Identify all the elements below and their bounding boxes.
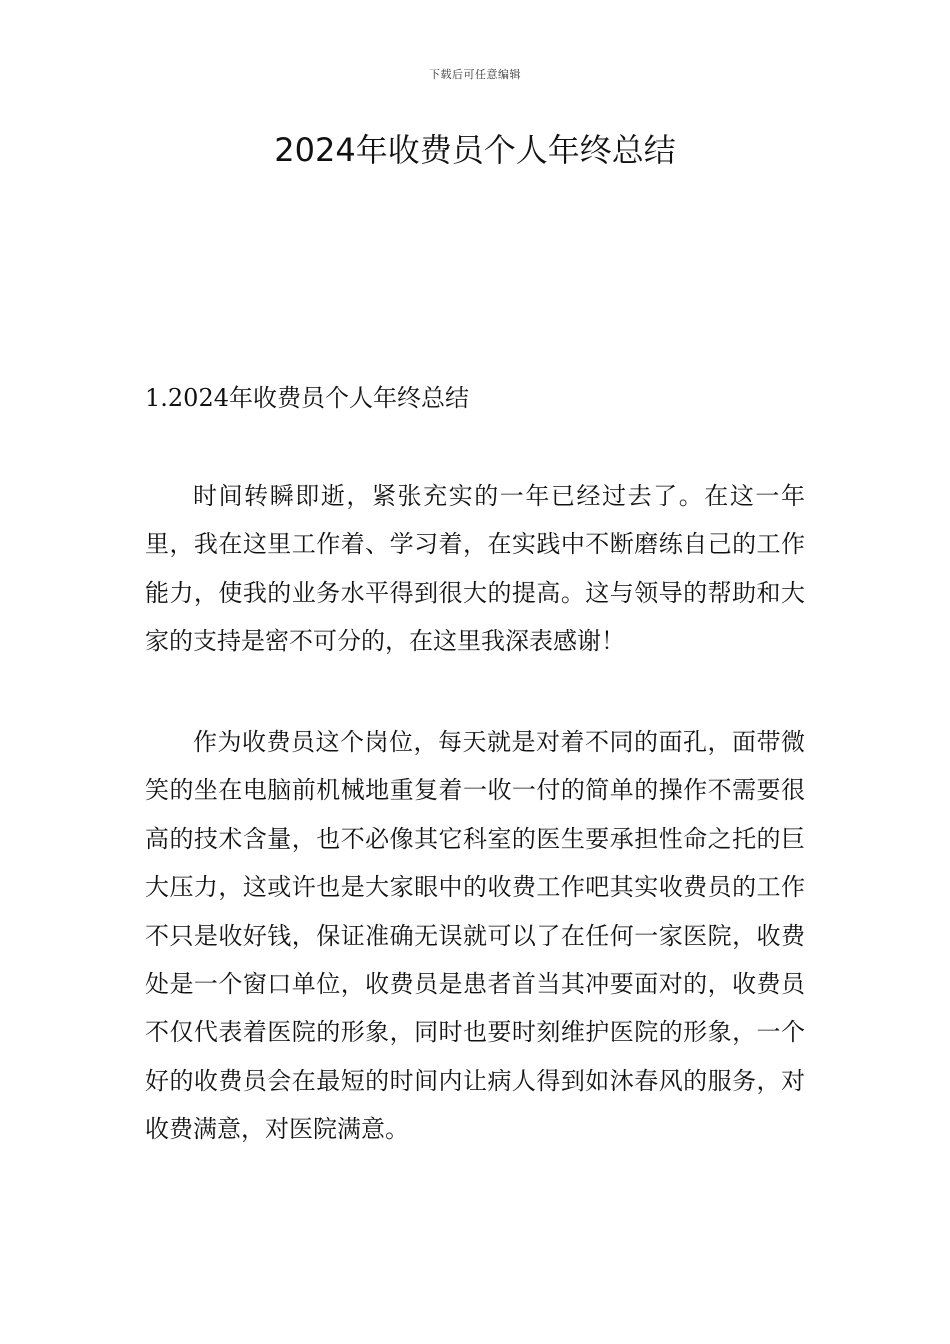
document-title: 2024年收费员个人年终总结 — [274, 131, 676, 169]
paragraph-1: 时间转瞬即逝，紧张充实的一年已经过去了。在这一年里，我在这里工作着、学习着，在实践中不断磨练自己的工作能力，使我的业务水平得到很大的提高。这与领导的帮助和大家的支持是密不可分的，在这里我深表感谢！ — [145, 482, 805, 656]
section-heading: 1.2024年收费员个人年终总结 — [145, 384, 469, 412]
paragraph-2: 作为收费员这个岗位，每天就是对着不同的面孔，面带微笑的坐在电脑前机械地重复着一收一付的简单的操作不需要很高的技术含量，也不必像其它科室的医生要承担性命之托的巨大压力，这或许也是大家眼中的收费工作吧其实收费员的工作不只是收好钱，保证准确无误就可以了在任何一家医院，收费处是一个窗口单位，收费员是患者首当其冲要面对的，收费员不仅代表着医院的形象，同时也要时刻维护医院的形象，一个好的收费员会在最短的时间内让病人得到如沐春风的服务，对收费满意，对医院满意。 — [145, 728, 805, 1144]
header-note: 下载后可任意编辑 — [429, 68, 521, 81]
